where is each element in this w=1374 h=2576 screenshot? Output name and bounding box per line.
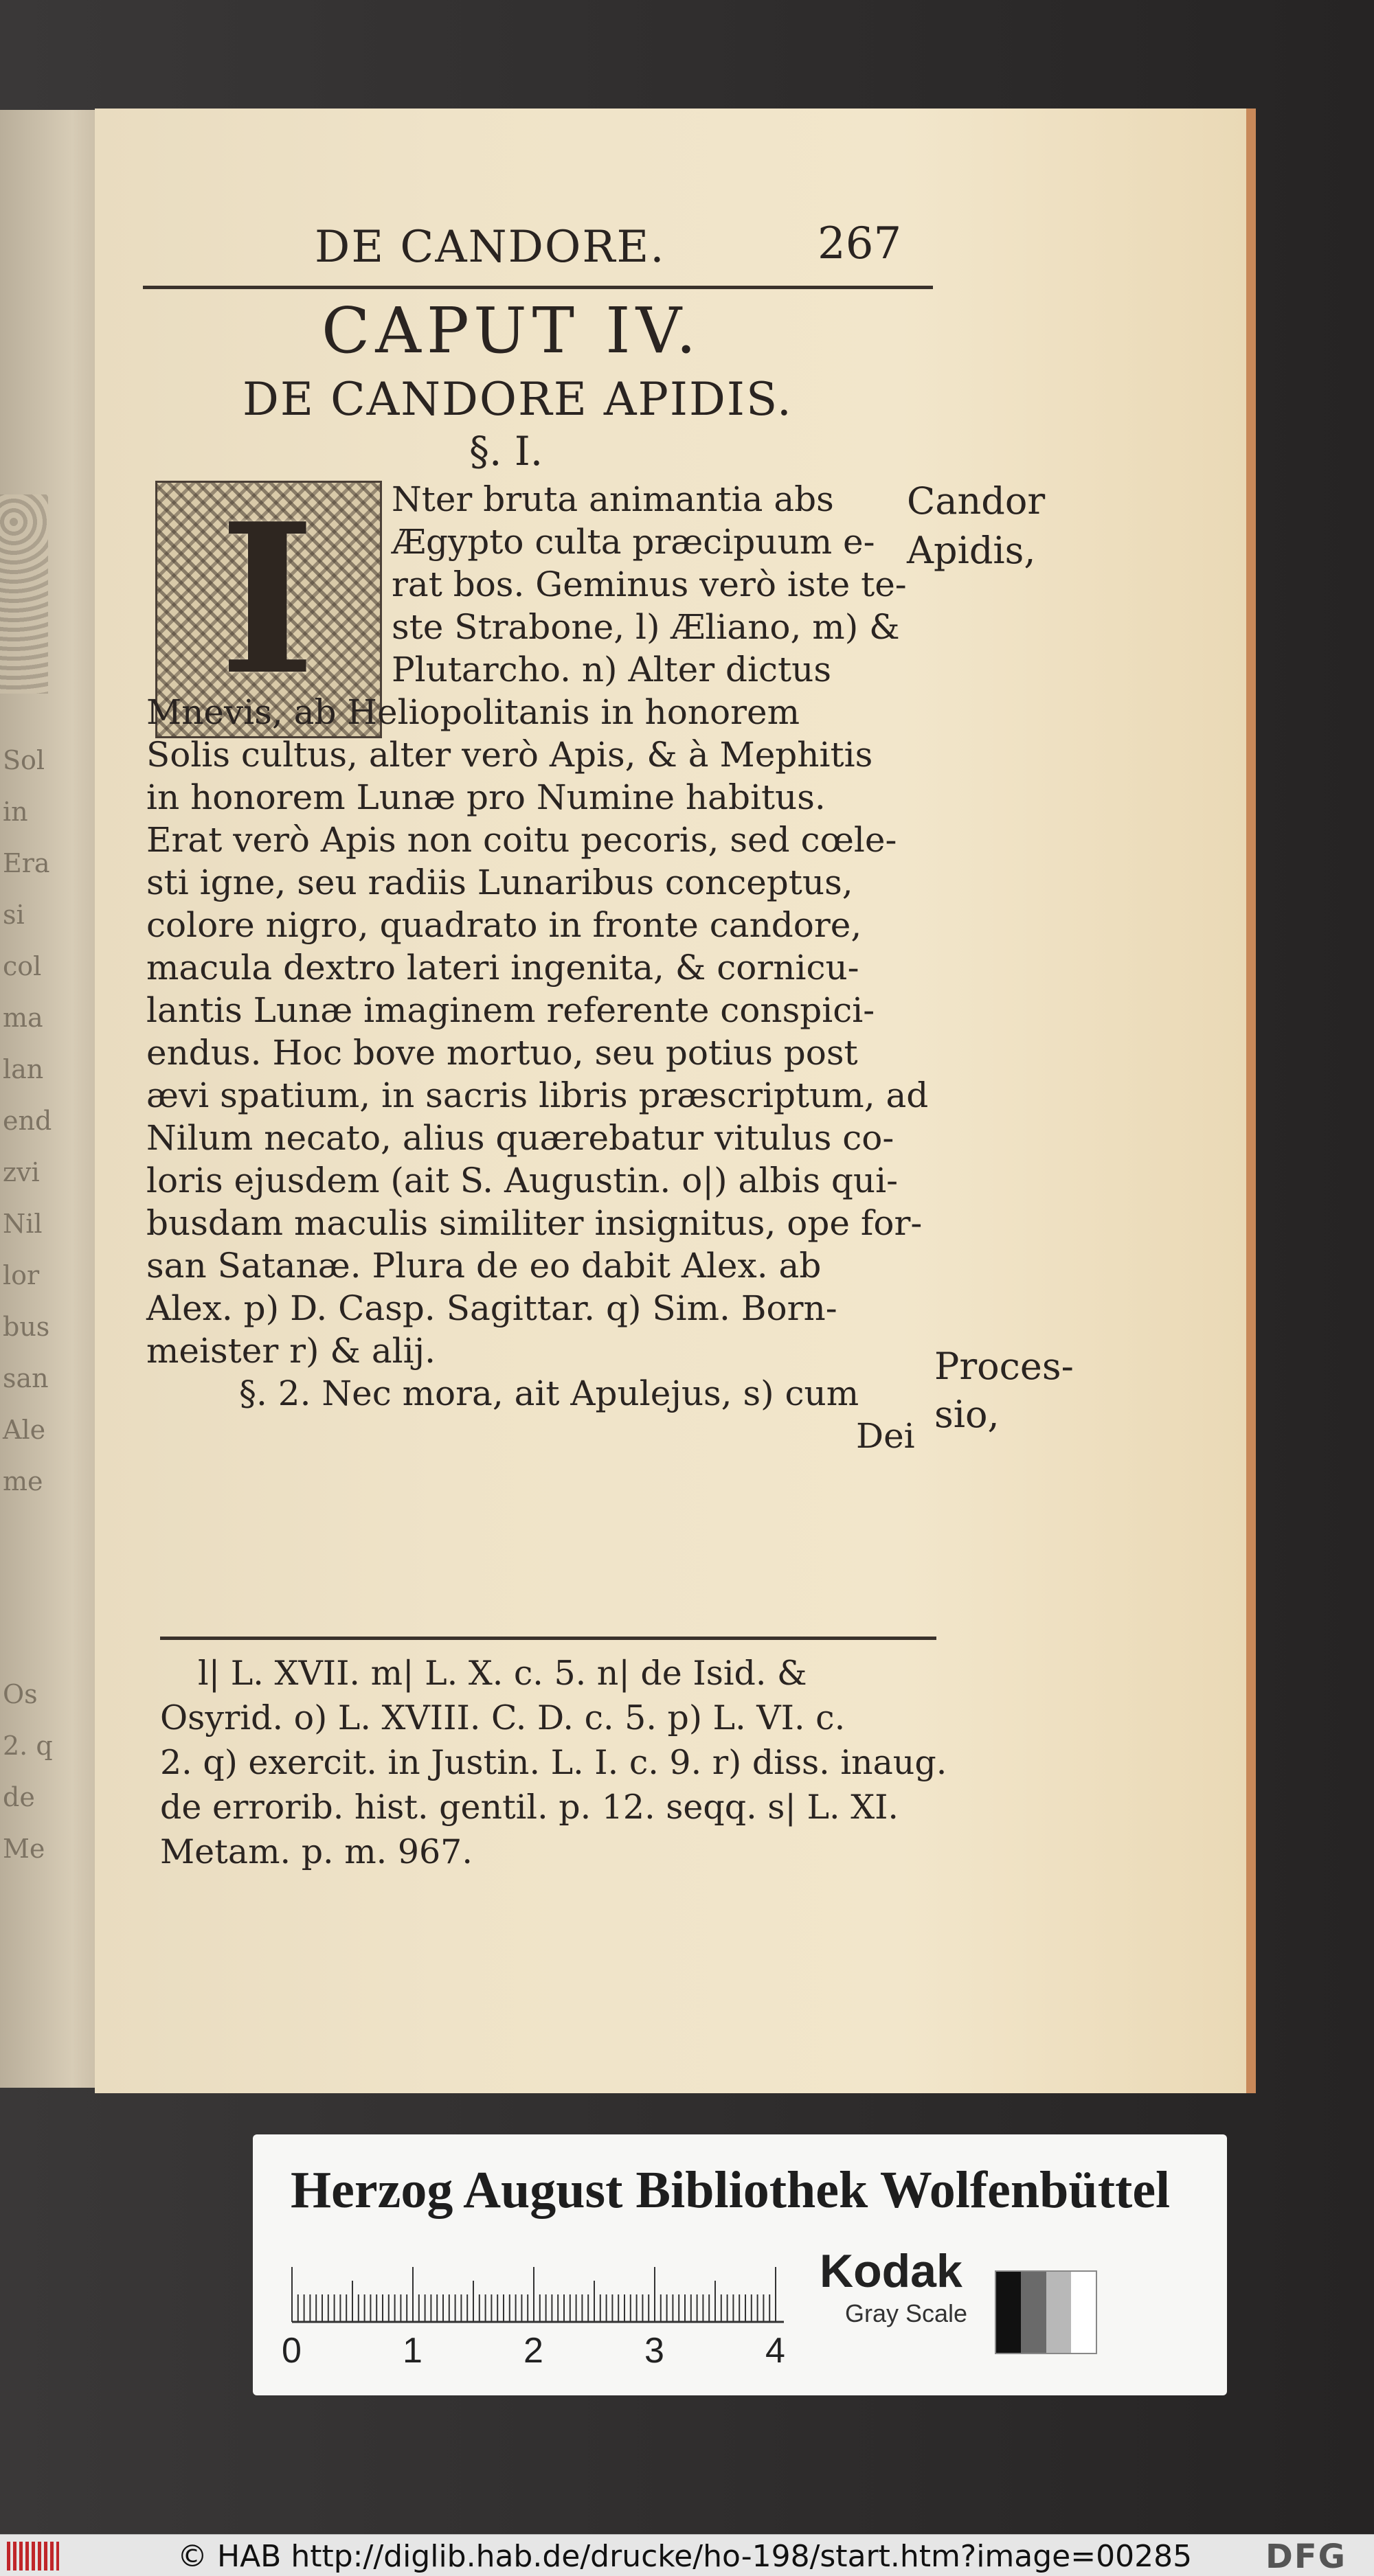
ruler-number: 4 bbox=[765, 2331, 785, 2371]
body-line: endus. Hoc bove mortuo, seu potius post bbox=[146, 1033, 858, 1073]
prev-fragment: Me bbox=[3, 1834, 45, 1864]
footnote-rule bbox=[160, 1637, 936, 1640]
body-line: loris ejusdem (ait S. Augustin. o|) albis qui- bbox=[146, 1161, 898, 1200]
body-line: Ægypto culta præcipuum e- bbox=[392, 522, 875, 562]
marginal-note: Proces- bbox=[934, 1345, 1074, 1388]
header-rule bbox=[143, 286, 933, 289]
swatch-cell bbox=[1021, 2272, 1046, 2353]
body-line: Solis cultus, alter verò Apis, & à Mephitis bbox=[146, 735, 873, 775]
body-line: Plutarcho. n) Alter dictus bbox=[392, 650, 831, 689]
body-line: colore nigro, quadrato in fronte candore, bbox=[146, 905, 862, 945]
prev-fragment: Nil bbox=[3, 1209, 43, 1239]
body-line: ste Strabone, l) Æliano, m) & bbox=[392, 607, 900, 647]
book-page bbox=[95, 109, 1256, 2093]
dfg-logo: DFG bbox=[1265, 2538, 1347, 2576]
body-line: Nter bruta animantia abs bbox=[392, 479, 834, 519]
prev-fragment: Os bbox=[3, 1679, 38, 1709]
swatch-cell bbox=[1046, 2272, 1071, 2353]
body-line: lantis Lunæ imaginem referente conspici- bbox=[146, 990, 875, 1030]
ruler-number: 2 bbox=[523, 2331, 543, 2371]
prev-fragment: lan bbox=[3, 1054, 44, 1084]
marginal-note: Apidis, bbox=[907, 529, 1036, 572]
body-line: in honorem Lunæ pro Numine habitus. bbox=[146, 777, 826, 817]
body-line: Alex. p) D. Casp. Sagittar. q) Sim. Born- bbox=[146, 1288, 837, 1328]
prev-fragment: end bbox=[3, 1106, 52, 1136]
prev-fragment: de bbox=[3, 1782, 35, 1812]
library-name: Herzog August Bibliothek Wolfenbüttel bbox=[291, 2161, 1171, 2219]
body-line: rat bos. Geminus verò iste te- bbox=[392, 565, 907, 604]
ruler-number: 0 bbox=[282, 2331, 302, 2371]
footnote-line: Metam. p. m. 967. bbox=[160, 1832, 473, 1871]
footnote-line: Osyrid. o) L. XVIII. C. D. c. 5. p) L. VI. c. bbox=[160, 1698, 846, 1737]
body-line: macula dextro lateri ingenita, & cornicu- bbox=[146, 948, 859, 988]
body-line: busdam maculis similiter insignitus, ope for- bbox=[146, 1203, 923, 1243]
running-title: DE CANDORE. bbox=[315, 222, 666, 273]
chapter-subtitle: DE CANDORE APIDIS. bbox=[243, 373, 793, 426]
marginal-note: sio, bbox=[934, 1393, 1000, 1436]
body-line: Nilum necato, alius quærebatur vitulus co- bbox=[146, 1118, 894, 1158]
prev-fragment: 2. q bbox=[3, 1731, 53, 1761]
gray-scale-swatch bbox=[995, 2270, 1097, 2354]
prev-fragment: Era bbox=[3, 848, 50, 878]
footer-bar bbox=[0, 2534, 1374, 2576]
prev-fragment: bus bbox=[3, 1312, 50, 1342]
initial-letter: I bbox=[219, 478, 316, 720]
previous-page-edge bbox=[0, 110, 103, 2088]
body-line: san Satanæ. Plura de eo dabit Alex. ab bbox=[146, 1246, 822, 1286]
ruler-number: 3 bbox=[644, 2331, 664, 2371]
marginal-note: Candor bbox=[907, 479, 1046, 523]
body-line: Erat verò Apis non coitu pecoris, sed cœle- bbox=[146, 820, 897, 860]
prev-fragment: zvi bbox=[3, 1157, 40, 1187]
previous-page-ornament bbox=[0, 494, 48, 694]
prev-fragment: san bbox=[3, 1363, 49, 1393]
body-line: Mnevis, ab Heliopolitanis in honorem bbox=[146, 692, 800, 732]
hab-logo-icon bbox=[7, 2542, 59, 2571]
swatch-cell bbox=[996, 2272, 1021, 2353]
prev-fragment: ma bbox=[3, 1003, 43, 1033]
footnote-line: de errorib. hist. gentil. p. 12. seqq. s| L. XI. bbox=[160, 1788, 899, 1827]
footnote-line: l| L. XVII. m| L. X. c. 5. n| de Isid. & bbox=[198, 1654, 807, 1693]
prev-fragment: Ale bbox=[3, 1415, 46, 1445]
footer-copyright-link[interactable]: © HAB http://diglib.hab.de/drucke/ho-198/start.htm?image=00285 bbox=[177, 2539, 1193, 2574]
section-mark: §. I. bbox=[469, 428, 543, 475]
body-line: ævi spatium, in sacris libris præscriptum, ad bbox=[146, 1075, 929, 1115]
page-number: 267 bbox=[818, 218, 902, 269]
body-line: meister r) & alij. bbox=[146, 1331, 436, 1371]
ruler-number: 1 bbox=[403, 2331, 423, 2371]
prev-fragment: lor bbox=[3, 1260, 40, 1290]
kodak-logo: Kodak bbox=[820, 2245, 962, 2297]
prev-fragment: in bbox=[3, 797, 28, 827]
gray-scale-label: Gray Scale bbox=[845, 2299, 968, 2327]
prev-fragment: si bbox=[3, 900, 25, 930]
body-line: sti igne, seu radiis Lunaribus conceptus, bbox=[146, 863, 853, 902]
catchword: Dei bbox=[856, 1416, 915, 1456]
prev-fragment: col bbox=[3, 951, 42, 981]
library-label-card bbox=[253, 2134, 1227, 2395]
body-line: §. 2. Nec mora, ait Apulejus, s) cum bbox=[239, 1374, 859, 1413]
prev-fragment: Sol bbox=[3, 745, 45, 775]
scale-ruler bbox=[291, 2261, 785, 2323]
prev-fragment: me bbox=[3, 1466, 43, 1496]
footnote-line: 2. q) exercit. in Justin. L. I. c. 9. r) diss. inaug. bbox=[160, 1743, 947, 1782]
swatch-cell bbox=[1071, 2272, 1096, 2353]
chapter-title: CAPUT IV. bbox=[322, 294, 702, 367]
